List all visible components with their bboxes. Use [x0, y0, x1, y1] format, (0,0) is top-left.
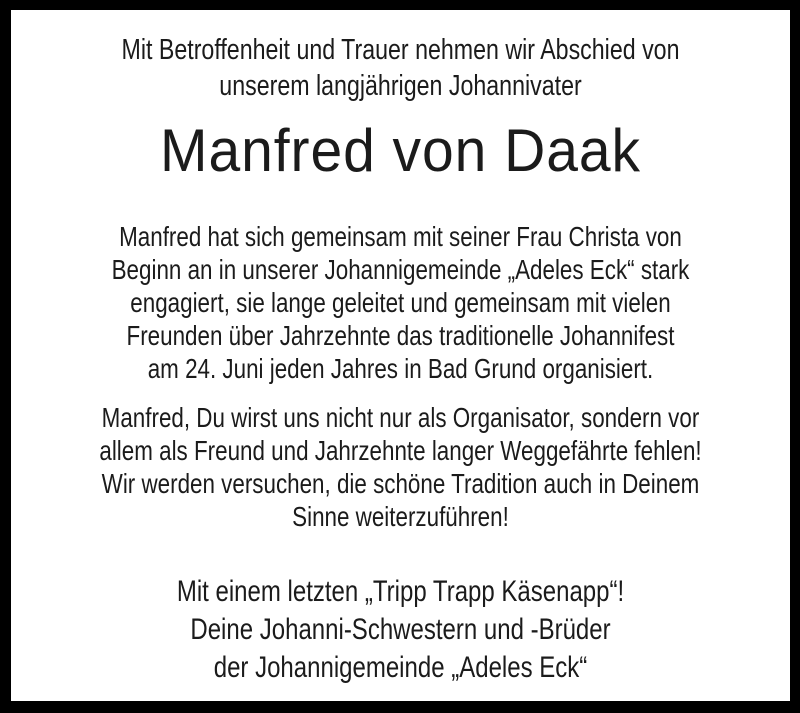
intro-line-2: unserem langjährigen Johannivater: [219, 70, 582, 102]
intro-text: [89, 32, 712, 104]
paragraph-1-line-2: Beginn an in unserer Johannigemeinde „Adeles Eck“ stark: [111, 254, 690, 285]
tribute-paragraph-2: [89, 401, 712, 533]
paragraph-2-line-3: Wir werden versuchen, die schöne Tradition auch in Deinem: [101, 468, 700, 499]
obituary-notice-content: [11, 10, 790, 701]
signature-line-2: der Johannigemeinde „Adeles Eck“: [213, 651, 588, 684]
paragraph-1-line-1: Manfred hat sich gemeinsam mit seiner Frau Christa von: [119, 221, 682, 252]
signature-line-1: Deine Johanni-Schwestern und -Brüder: [190, 613, 611, 646]
paragraph-1-line-4: Freunden über Jahrzehnte das traditionelle Johannifest: [126, 320, 675, 351]
paragraph-2-line-2: allem als Freund und Jahrzehnte langer Weggefährte fehlen!: [99, 435, 702, 466]
deceased-name: Manfred von Daak: [160, 117, 641, 184]
closing-text: [89, 573, 712, 687]
paragraph-2-line-4: Sinne weiterzuführen!: [292, 501, 509, 532]
farewell-line: Mit einem letzten „Tripp Trapp Käsenapp“!: [176, 575, 625, 608]
paragraph-1-line-5: am 24. Juni jeden Jahres in Bad Grund organisiert.: [147, 353, 654, 384]
paragraph-2-line-1: Manfred, Du wirst uns nicht nur als Organisator, sondern vor: [101, 402, 700, 433]
intro-line-1: Mit Betroffenheit und Trauer nehmen wir Abschied von: [121, 34, 680, 66]
tribute-paragraph-1: [89, 220, 712, 385]
paragraph-1-line-3: engagiert, sie lange geleitet und gemeinsam mit vielen: [130, 287, 671, 318]
